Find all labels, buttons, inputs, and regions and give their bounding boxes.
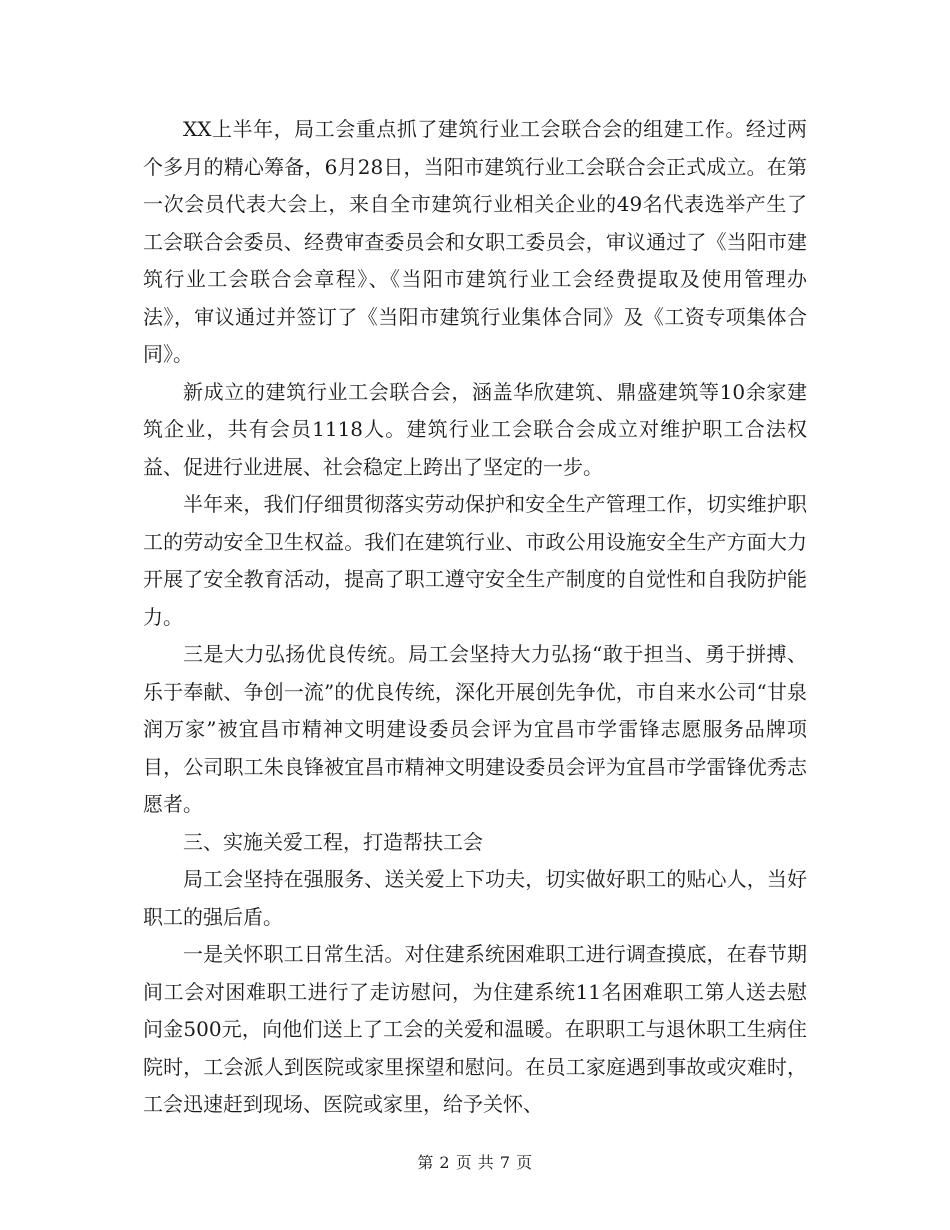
section-heading: 三、实施关爱工程，打造帮扶工会 <box>183 829 483 854</box>
paragraph-4: 三是大力弘扬优良传统。局工会坚持大力弘扬“敢于担当、勇于拼搏、乐于奉献、争创一流”的优良传统，深化开展创先争优，市自来水公司“甘泉润万家”被宜昌市精神文明建设委员会评为宜昌市学雷锋志愿服务品牌项目，公司职工朱良锋被宜昌市精神文明建设委员会评为宜昌市学雷锋优秀志愿者。 <box>143 642 807 816</box>
paragraph-3: 半年来，我们仔细贯彻落实劳动保护和安全生产管理工作，切实维护职工的劳动安全卫生权益。我们在建筑行业、市政公用设施安全生产方面大力开展了安全教育活动，提高了职工遵守安全生产制度的自觉性和自我防护能力。 <box>143 492 807 629</box>
paragraph-2: 新成立的建筑行业工会联合会，涵盖华欣建筑、鼎盛建筑等10余家建筑企业，共有会员1118人。建筑行业工会联合会成立对维护职工合法权益、促进行业进展、社会稳定上跨出了坚定的一步。 <box>143 379 807 479</box>
paragraph-1: XX上半年，局工会重点抓了建筑行业工会联合会的组建工作。经过两个多月的精心筹备，6月28日，当阳市建筑行业工会联合会正式成立。在第一次会员代表大会上，来自全市建筑行业相关企业的49名代表选举产生了工会联合会委员、经费审查委员会和女职工委员会，审议通过了《当阳市建筑行业工会联合会章程》、《当阳市建筑行业工会经费提取及使用管理办法》，审议通过并签订了《当阳市建筑行业集体合同》及《工资专项集体合同》。 <box>143 117 807 366</box>
paragraph-5: 局工会坚持在强服务、送关爱上下功夫，切实做好职工的贴心人，当好职工的强后盾。 <box>143 867 807 929</box>
document-body <box>143 111 807 1124</box>
page-footer: 第 2 页 共 7 页 <box>417 1153 533 1172</box>
paragraph-6: 一是关怀职工日常生活。对住建系统困难职工进行调查摸底，在春节期间工会对困难职工进行了走访慰问，为住建系统11名困难职工第人送去慰问金500元，向他们送上了工会的关爱和温暖。在职职工与退休职工生病住院时，工会派人到医院或家里探望和慰问。在员工家庭遇到事故或灾难时，工会迅速赶到现场、医院或家里，给予关怀、 <box>143 942 807 1116</box>
